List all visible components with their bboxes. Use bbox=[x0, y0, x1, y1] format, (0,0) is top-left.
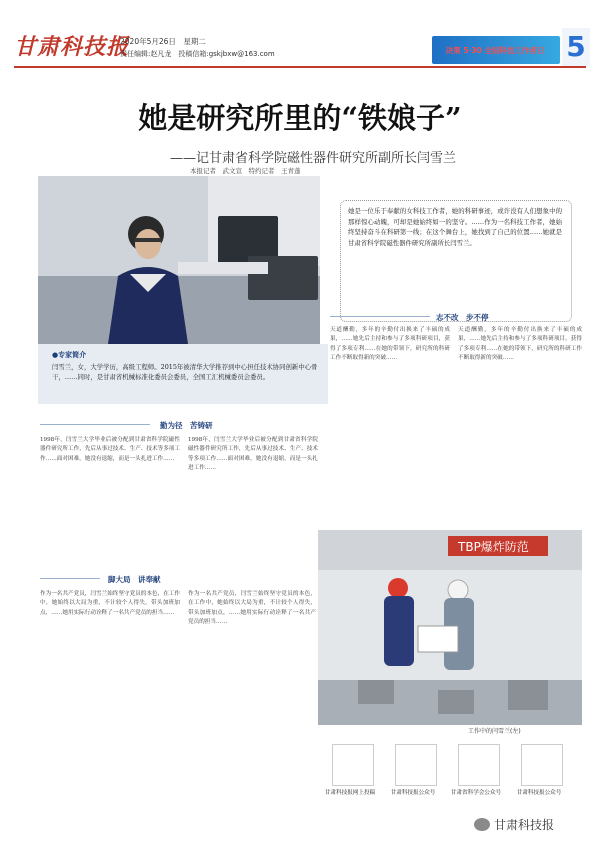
section-text-3a: 天道酬勤，多年的辛勤付出换来了丰硕的成果，……她先后主持和参与了多项科研项目，获得了多项专利……在她的带领下，研究所的科研工作不断取得新的突破…… bbox=[330, 327, 450, 362]
header-rule bbox=[14, 66, 586, 68]
lead-photo bbox=[38, 176, 320, 344]
profile-heading: ●专家简介 bbox=[52, 351, 87, 359]
section-rule-2 bbox=[40, 578, 100, 579]
qr-1 bbox=[332, 744, 374, 786]
abstract-text: 她是一位乐于奉献的女科技工作者，她的科研事迹，或许没有人们想象中的那样惊心动魄，可却是她始终如一的坚守。……作为一名科技工作者，她始终坚持奋斗在科研第一线；在这个舞台上，她找到了自己的位置……她就是甘肃省科学院磁性器件研究所副所长闫雪兰。 bbox=[348, 207, 562, 247]
qr-4 bbox=[521, 744, 563, 786]
section-text-2a: 作为一名共产党员，闫雪兰始终坚守党员的本色，在工作中，她始终以大局为重，不计较个人得失，带头加班加点，……她用实际行动诠释了一名共产党员的担当…… bbox=[40, 591, 180, 616]
qr-code-icon bbox=[332, 744, 374, 786]
photo-caption: 工作中的闫雪兰(左) bbox=[468, 728, 521, 735]
section-rule-3 bbox=[330, 316, 430, 317]
workshop-banner-text: TBP爆炸防范 bbox=[458, 540, 529, 554]
section-heading-2: 脚大局 讲奉献 bbox=[108, 575, 161, 584]
qr-label-3: 甘肃省科学会公众号 bbox=[450, 790, 502, 796]
wechat-tag bbox=[474, 816, 554, 833]
qr-code-icon bbox=[521, 744, 563, 786]
masthead: 甘肃科技报 bbox=[14, 34, 130, 60]
qr-2 bbox=[395, 744, 437, 786]
editor-line: 责任编辑:赵凡龙 投稿信箱:gskjbxw@163.com bbox=[120, 50, 275, 58]
section-text-1a: 1998年，闫雪兰大学毕业后被分配到甘肃省科学院磁性器件研究所工作，先后从事过技术、生产、技术等多项工作……面对困难，她没有退缩，而是一头扎进工作…… bbox=[40, 437, 180, 462]
section-text-1b: 1998年，闫雪兰大学毕业后被分配到甘肃省科学院磁性器件研究所工作，先后从事过技术、生产、技术等多项工作……面对困难，她没有退缩，而是一头扎进工作…… bbox=[188, 437, 318, 472]
header-banner: 决策 5·30 全国科技工作者日 bbox=[432, 36, 560, 64]
section-text-2b: 作为一名共产党员，闫雪兰始终坚守党员的本色，在工作中，她始终以大局为重，不计较个人得失，带头加班加点，……她用实际行动诠释了一名共产党员的担当…… bbox=[188, 591, 316, 626]
article-subtitle: ——记甘肃省科学院磁性器件研究所副所长闫雪兰 bbox=[170, 151, 457, 166]
article-byline: 本报记者 武文宣 特约记者 王青蓬 bbox=[190, 167, 301, 175]
article-title: 她是研究所里的“铁娘子” bbox=[138, 101, 462, 135]
page-number: 5 bbox=[562, 28, 590, 66]
qr-code-icon bbox=[395, 744, 437, 786]
qr-label-2: 甘肃科技报公众号 bbox=[390, 790, 436, 796]
profile-text: 闫雪兰，女，大学学历，高级工程师。2015年被清华大学推荐到中心担任技术协同创新中心骨干，……同时，是甘肃省机械标准化委员会委员，全国工汇机械委员会委员。 bbox=[52, 363, 318, 381]
section-heading-1: 勤为径 苦铸研 bbox=[160, 421, 213, 430]
qr-label-1: 甘肃科技报网上投稿 bbox=[324, 790, 376, 796]
qr-label-4: 甘肃科技报公众号 bbox=[516, 790, 562, 796]
qr-code-icon bbox=[458, 744, 500, 786]
qr-3 bbox=[458, 744, 500, 786]
section-rule-1 bbox=[40, 424, 150, 425]
wechat-icon bbox=[474, 818, 490, 831]
date-line: 2020年5月26日 星期二 bbox=[120, 37, 206, 46]
wechat-tag-label: 甘肃科技报 bbox=[494, 818, 555, 832]
section-text-3b: 天道酬勤，多年的辛勤付出换来了丰硕的成果，……她先后主持和参与了多项科研项目，获得了多项专利……在她的带领下，研究所的科研工作不断取得新的突破…… bbox=[458, 327, 582, 362]
workshop-photo bbox=[318, 530, 582, 725]
section-heading-3: 志不改 步不停 bbox=[436, 313, 489, 322]
